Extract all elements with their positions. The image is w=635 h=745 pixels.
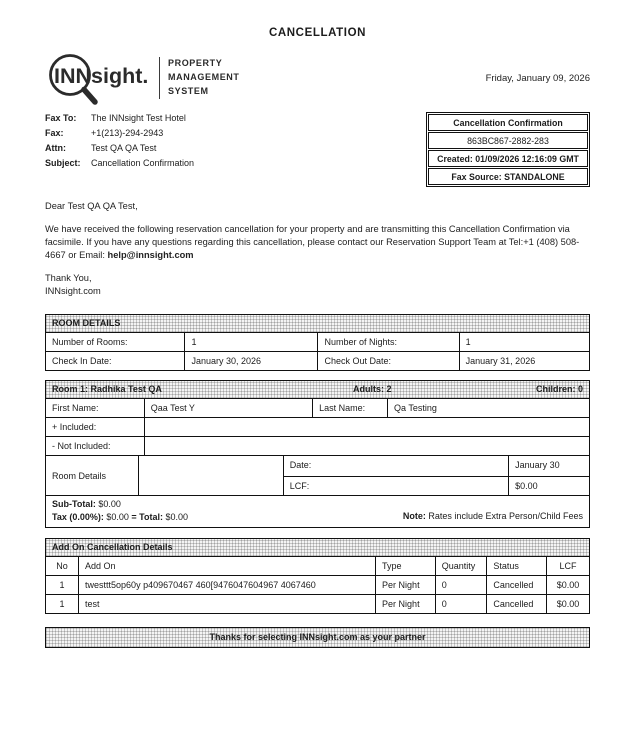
col-lcf: LCF	[546, 557, 589, 575]
addon-no: 1	[46, 594, 78, 613]
room-details-label: Room Details	[52, 470, 107, 481]
fax-header-section	[45, 111, 590, 187]
subtotal-value: $0.00	[98, 499, 121, 510]
document-header	[45, 51, 590, 105]
fax-field-value: Cancellation Confirmation	[91, 158, 195, 168]
svg-text:INNsight.: INNsight.	[54, 64, 149, 88]
logo-divider	[159, 57, 160, 99]
footer-banner: Thanks for selecting INNsight.com as your partner	[45, 627, 590, 648]
fax-field-value: The INNsight Test Hotel	[91, 113, 186, 123]
subtotal-block	[52, 498, 188, 524]
support-email: help@innsight.com	[107, 250, 194, 261]
note-text: Rates include Extra Person/Child Fees	[428, 511, 583, 522]
date-label: Date:	[283, 456, 508, 476]
addon-lcf: $0.00	[546, 575, 589, 594]
magnifier-logo-icon	[45, 51, 157, 105]
addon-name: test	[78, 594, 375, 613]
first-name-value: Qaa Test Y	[144, 399, 312, 417]
letter-body	[45, 200, 590, 297]
addon-column-header-row	[46, 557, 589, 575]
col-addon: Add On	[78, 557, 375, 575]
col-no: No	[56, 561, 68, 572]
last-name-value: Qa Testing	[387, 399, 589, 417]
table-row	[46, 351, 589, 370]
rooms-label: Number of Rooms:	[52, 337, 128, 348]
included-value	[144, 417, 589, 436]
note-label: Note:	[402, 511, 426, 522]
guest-name-row	[46, 399, 589, 417]
checkin-value: January 30, 2026	[184, 351, 317, 370]
fax-field-value: Test QA QA Test	[91, 143, 157, 153]
first-name-label: First Name:	[52, 403, 99, 414]
subtotal-line	[52, 498, 188, 511]
fax-field-label: Fax To:	[45, 113, 77, 123]
fax-field-row	[45, 126, 194, 141]
lcf-value: $0.00	[508, 476, 589, 496]
addon-name: twesttt5op60y p409670467 460[9476047604967 4067460	[78, 575, 375, 594]
col-type: Type	[375, 557, 435, 575]
tax-label: Tax (0.00%):	[52, 512, 104, 523]
lcf-label: LCF:	[283, 476, 508, 496]
letter-closing: Thank You,	[45, 273, 92, 284]
confirmation-box-title: Cancellation Confirmation	[428, 114, 588, 131]
total-value: $0.00	[165, 512, 189, 523]
total-label: = Total:	[131, 512, 164, 523]
document-title: CANCELLATION	[268, 27, 367, 39]
fax-field-value: +1(213)-294-2943	[91, 128, 164, 138]
addon-status: Cancelled	[486, 575, 546, 594]
tagline-line: SYSTEM	[168, 85, 209, 96]
fax-field-row	[45, 156, 194, 171]
rooms-value: 1	[184, 333, 317, 351]
room1-adults: Adults: 2	[353, 384, 392, 395]
addon-row	[46, 575, 589, 594]
addon-quantity: 0	[435, 575, 487, 594]
confirmation-fax-source: Fax Source: STANDALONE	[428, 168, 588, 185]
tax-value: $0.00	[106, 512, 129, 523]
nights-value: 1	[459, 333, 589, 351]
fax-field-label: Attn:	[45, 143, 66, 153]
tagline-line: MANAGEMENT	[168, 72, 240, 83]
confirmation-box	[426, 112, 590, 187]
addon-quantity: 0	[435, 594, 487, 613]
addon-type: Per Night	[375, 594, 435, 613]
letter-text: We have received the following reservation cancellation for your property and are transmitting this Cancellation Confirmation via facsimile. If you have any questions regarding this cancellation, please contact our Reservation Support Team at Tel:+1 (408) 508-4667 or Email:	[45, 224, 580, 261]
innsight-logo	[45, 51, 240, 105]
table-row	[46, 333, 589, 351]
nights-label: Number of Nights:	[317, 333, 458, 351]
addon-status: Cancelled	[486, 594, 546, 613]
included-label: + Included:	[46, 417, 144, 436]
last-name-label: Last Name:	[312, 399, 387, 417]
room-details-table	[45, 314, 590, 371]
confirmation-code: 863BC867-2882-283	[428, 132, 588, 149]
room1-header	[46, 381, 589, 399]
addon-cancellation-table	[45, 538, 590, 614]
fax-field-row	[45, 141, 194, 156]
addon-lcf: $0.00	[546, 594, 589, 613]
date-value: January 30	[508, 456, 589, 476]
fax-field-row	[45, 111, 194, 126]
subtotal-label: Sub-Total:	[52, 499, 96, 510]
logo-tagline	[168, 57, 240, 99]
rates-note	[403, 510, 583, 524]
room-details-header: ROOM DETAILS	[46, 315, 589, 333]
room1-table	[45, 380, 590, 528]
room-rate-details	[46, 455, 589, 495]
fax-field-label: Fax:	[45, 128, 64, 138]
subtotal-row	[46, 495, 589, 527]
rate-empty-cell	[138, 456, 282, 495]
confirmation-created: Created: 01/09/2026 12:16:09 GMT	[428, 150, 588, 167]
col-quantity: Quantity	[435, 557, 487, 575]
letter-paragraph	[45, 223, 590, 262]
checkout-value: January 31, 2026	[459, 351, 589, 370]
letter-signature: INNsight.com	[45, 285, 101, 296]
tagline-line: PROPERTY	[168, 58, 223, 69]
room1-title: Room 1: Radhika Test QA	[52, 384, 162, 395]
room1-children: Children: 0	[535, 384, 583, 395]
tax-total-line	[52, 511, 188, 524]
not-included-row	[46, 436, 589, 455]
addon-table-header: Add On Cancellation Details	[46, 539, 589, 557]
not-included-label: - Not Included:	[46, 436, 144, 455]
col-status: Status	[486, 557, 546, 575]
checkin-label: Check In Date:	[46, 351, 184, 370]
document-date: Friday, January 09, 2026	[485, 73, 590, 84]
letter-salutation: Dear Test QA QA Test,	[45, 201, 138, 211]
not-included-value	[144, 436, 589, 455]
addon-type: Per Night	[375, 575, 435, 594]
addon-no: 1	[46, 575, 78, 594]
fax-fields	[45, 111, 194, 171]
included-row	[46, 417, 589, 436]
checkout-label: Check Out Date:	[317, 351, 458, 370]
fax-field-label: Subject:	[45, 158, 81, 168]
addon-row	[46, 594, 589, 613]
